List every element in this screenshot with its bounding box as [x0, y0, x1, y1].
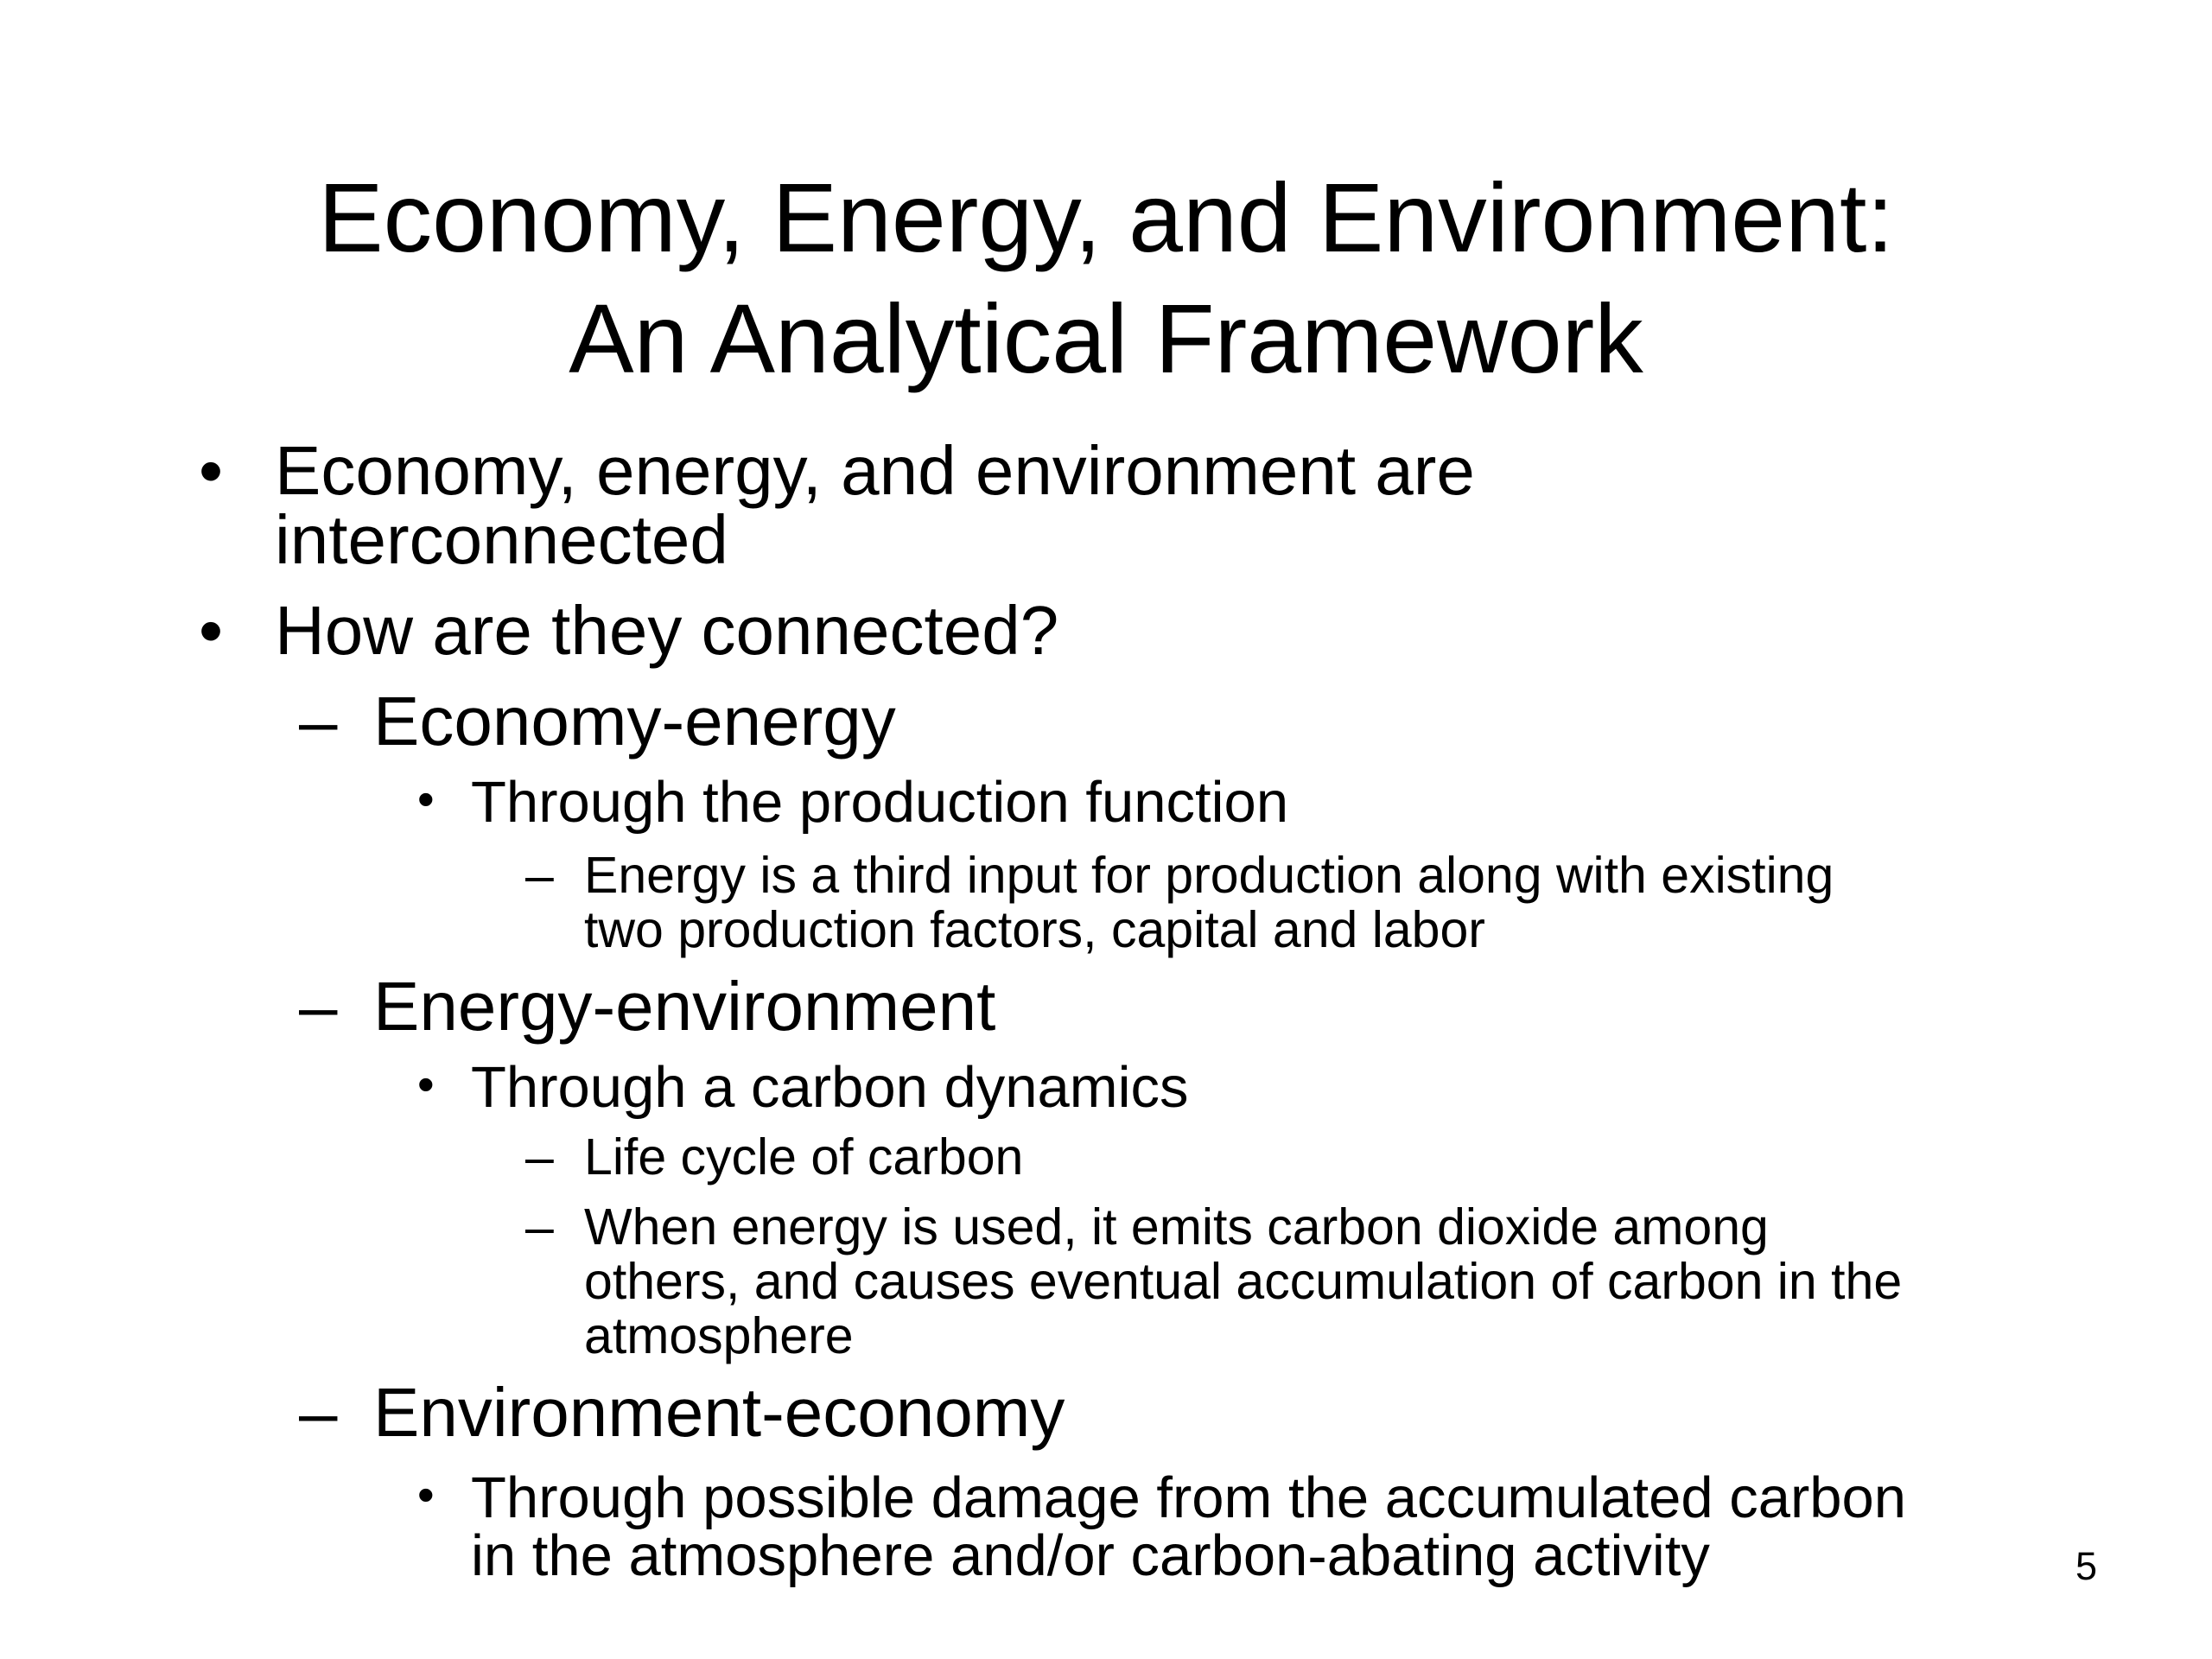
slide-title [0, 157, 2212, 399]
subitem-economy-energy [299, 683, 896, 760]
bullet-interconnected [199, 432, 1475, 578]
bullet-marker: • [417, 772, 435, 826]
bullet-marker: • [417, 1467, 435, 1522]
bullet-marker: • [199, 592, 224, 669]
subbullet-carbon-dynamics [417, 1055, 1189, 1120]
subitem-environment-economy [299, 1374, 1065, 1451]
bullet-marker: • [417, 1057, 435, 1111]
subbullet-production-function [417, 770, 1289, 835]
subitem-text: Energy-environment [373, 968, 996, 1045]
detail-text-line: Energy is a third input for production along with existing [584, 847, 1834, 904]
dash-marker: – [525, 1128, 554, 1185]
detail-text: Life cycle of carbon [584, 1128, 1024, 1185]
detail-life-cycle [525, 1128, 1024, 1185]
subbullet-text: Through a carbon dynamics [471, 1055, 1189, 1120]
dash-marker: – [299, 1374, 338, 1451]
detail-text-line: When energy is used, it emits carbon dioxide among [584, 1198, 1769, 1255]
bullet-text-line: Economy, energy, and environment are [275, 432, 1475, 509]
detail-text-line: atmosphere [584, 1307, 854, 1364]
subitem-text: Economy-energy [373, 683, 896, 760]
detail-emits-carbon [525, 1198, 1903, 1364]
subitem-text: Environment-economy [373, 1374, 1065, 1451]
detail-text-line: others, and causes eventual accumulation of carbon in the [584, 1253, 1903, 1310]
subitem-energy-environment [299, 968, 996, 1045]
dash-marker: – [525, 1198, 554, 1255]
dash-marker: – [299, 683, 338, 760]
subbullet-possible-damage [417, 1465, 1907, 1588]
bullet-marker: • [199, 432, 224, 509]
page-number: 5 [2075, 1544, 2098, 1588]
subbullet-text-line: Through possible damage from the accumulated carbon [471, 1465, 1907, 1530]
dash-marker: – [299, 968, 338, 1045]
bullet-text-line: interconnected [275, 501, 728, 578]
slide-title-line-1: Economy, Energy, and Environment: [318, 163, 1894, 272]
dash-marker: – [525, 847, 554, 904]
slide-title-line-2: An Analytical Framework [569, 284, 1643, 393]
detail-text-line: two production factors, capital and labor [584, 901, 1485, 958]
detail-energy-third-input [525, 847, 1834, 958]
bullet-text: How are they connected? [275, 592, 1059, 669]
subbullet-text: Through the production function [471, 770, 1289, 835]
subbullet-text-line: in the atmosphere and/or carbon-abating activity [471, 1523, 1710, 1588]
bullet-how-connected [199, 592, 1059, 669]
